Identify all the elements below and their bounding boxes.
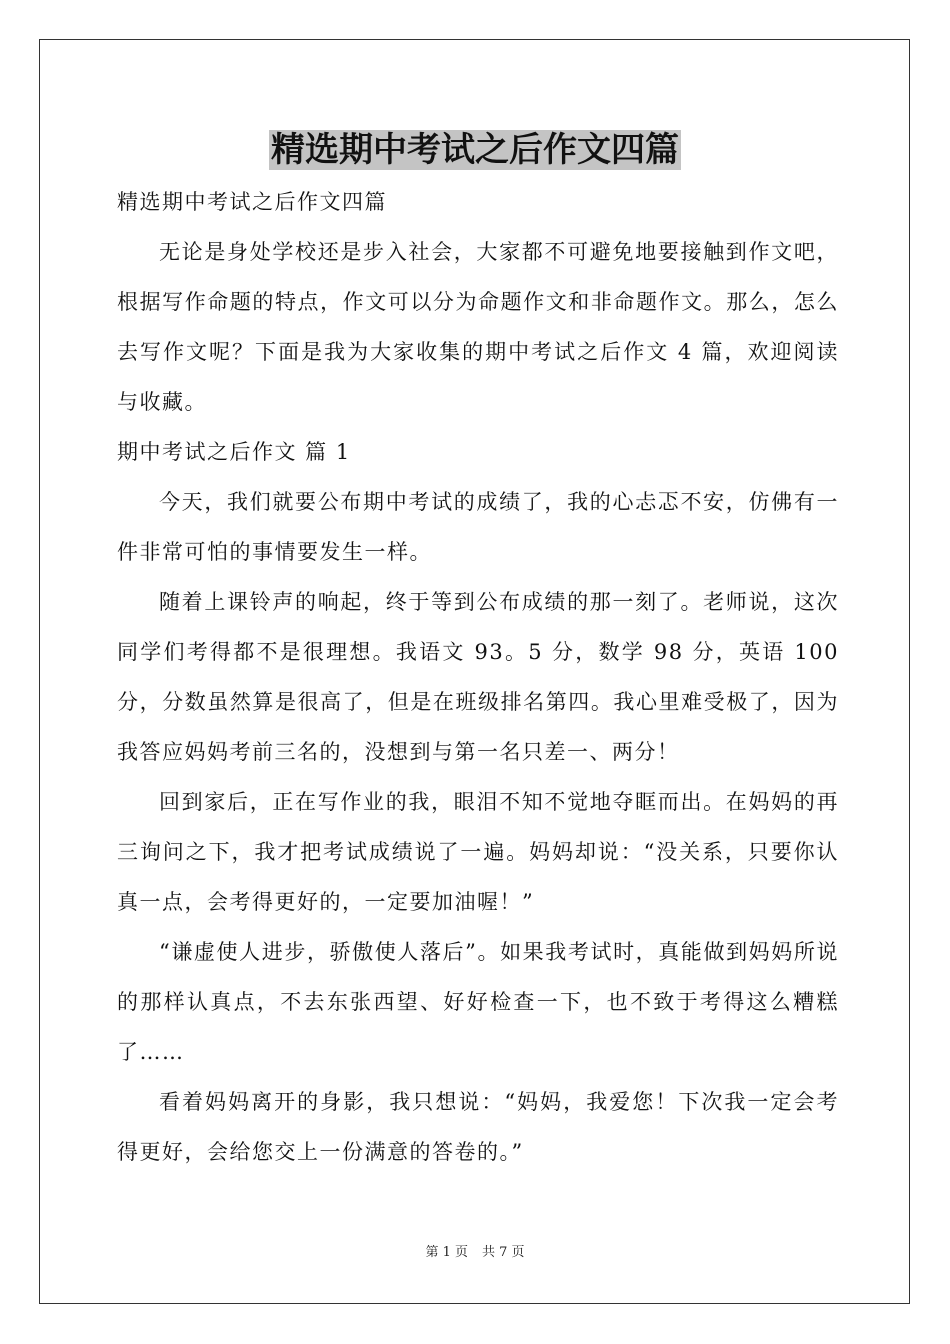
page-total: 共 7 页 [482, 1245, 525, 1260]
body-paragraph: 今天，我们就要公布期中考试的成绩了，我的心忐忑不安，仿佛有一件非常可怕的事情要发生一样。 [117, 490, 839, 564]
page-footer [0, 1244, 950, 1262]
document-title-text: 精选期中考试之后作文四篇 [271, 130, 679, 170]
document-body [117, 177, 839, 1177]
body-paragraph: 随着上课铃声的响起，终于等到公布成绩的那一刻了。老师说，这次同学们考得都不是很理想。我语文 93。5 分，数学 98 分，英语 100 分，分数虽然算是很高了，但是在班级排名第四。我心里难受极了，因为我答应妈妈考前三名的，没想到与第一名只差一、两分！ [117, 590, 839, 764]
document-title [0, 124, 950, 176]
subtitle-line: 精选期中考试之后作文四篇 [117, 190, 387, 214]
body-paragraph: 回到家后，正在写作业的我，眼泪不知不觉地夺眶而出。在妈妈的再三询问之下，我才把考试成绩说了一遍。妈妈却说：“没关系，只要你认真一点，会考得更好的，一定要加油喔！” [117, 790, 839, 914]
page-number: 第 1 页 [425, 1245, 468, 1260]
section-heading: 期中考试之后作文 篇 1 [117, 440, 351, 464]
body-paragraph: “谦虚使人进步，骄傲使人落后”。如果我考试时，真能做到妈妈所说的那样认真点，不去东张西望、好好检查一下，也不致于考得这么糟糕了…… [117, 940, 839, 1064]
intro-paragraph: 无论是身处学校还是步入社会，大家都不可避免地要接触到作文吧，根据写作命题的特点，作文可以分为命题作文和非命题作文。那么，怎么去写作文呢？下面是我为大家收集的期中考试之后作文 4 篇，欢迎阅读与收藏。 [117, 240, 839, 414]
body-paragraph: 看着妈妈离开的身影，我只想说：“妈妈，我爱您！下次我一定会考得更好，会给您交上一份满意的答卷的。” [117, 1090, 839, 1164]
